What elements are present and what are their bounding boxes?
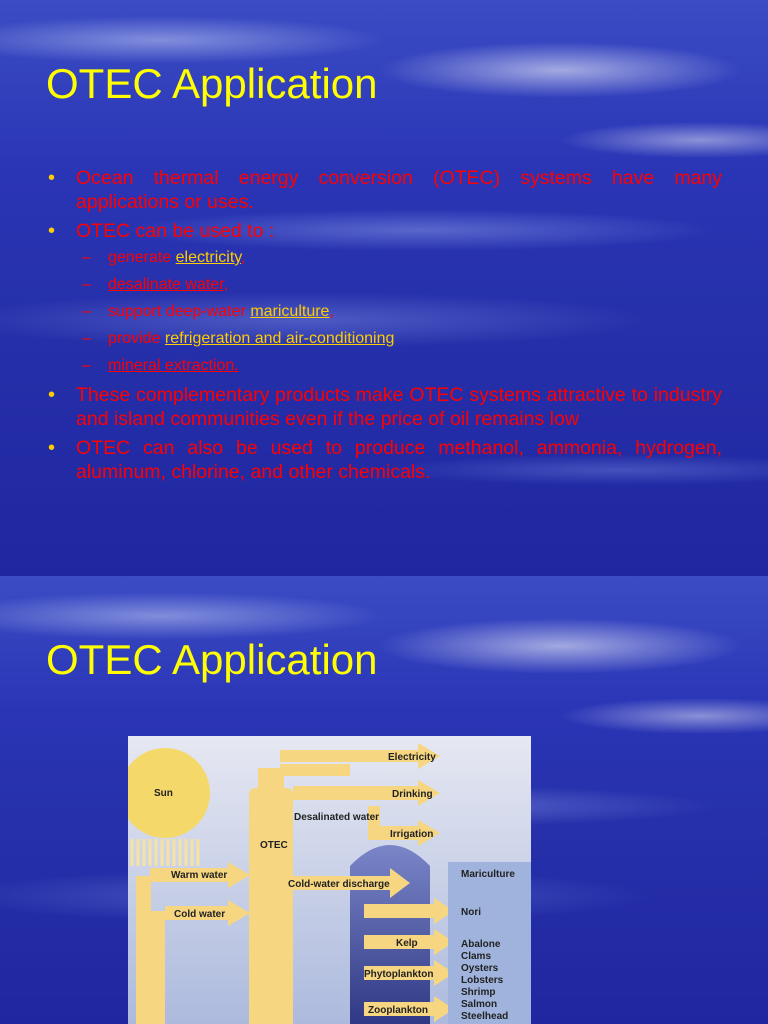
desalinate-water-link[interactable]: desalinate water, <box>108 276 229 293</box>
bullet-text: Ocean thermal energy conversion (OTEC) systems have many applications or uses. <box>76 167 722 213</box>
species-label: Clams <box>461 951 492 962</box>
sub-bullet-text: , <box>329 303 334 320</box>
sub-bullet-item <box>46 302 722 322</box>
bullet-icon: • <box>48 437 56 459</box>
mariculture-label: Mariculture <box>461 869 515 880</box>
otec-diagram <box>128 736 531 1024</box>
mariculture-link[interactable]: mariculture <box>250 303 330 320</box>
sub-bullet-text: provide <box>108 330 165 347</box>
sub-bullet-item <box>46 248 722 268</box>
sub-bullet-text: support deep-water <box>108 303 251 320</box>
drinking-label: Drinking <box>392 789 433 800</box>
cold-water-pipe <box>136 876 151 1024</box>
slide-title: OTEC Application <box>46 636 378 683</box>
slide-2 <box>0 576 768 1024</box>
electricity-pipe <box>280 764 350 776</box>
warm-water-label: Warm water <box>171 870 228 881</box>
dash-icon: – <box>82 249 91 266</box>
refrigeration-link[interactable]: refrigeration and air-conditioning <box>164 330 395 347</box>
electricity-label: Electricity <box>388 752 436 763</box>
nori-label: Nori <box>461 907 481 918</box>
sun-label: Sun <box>154 788 173 799</box>
bullet-icon: • <box>48 384 56 406</box>
mineral-extraction-link[interactable]: mineral extraction. <box>108 357 239 374</box>
dash-icon: – <box>82 276 91 293</box>
dash-icon: – <box>82 303 91 320</box>
bullet-icon: • <box>48 220 56 242</box>
otec-label: OTEC <box>260 840 288 851</box>
bullet-text: OTEC can be used to : <box>76 220 275 242</box>
bullet-item <box>46 219 722 243</box>
cold-water-pipe <box>150 911 165 1024</box>
species-label: Salmon <box>461 999 498 1010</box>
electricity-link[interactable]: electricity <box>175 249 242 266</box>
bullet-item <box>46 166 722 214</box>
otec-tower <box>249 788 293 1024</box>
cold-water-label: Cold water <box>174 909 226 920</box>
kelp-label: Kelp <box>396 938 418 949</box>
irrigation-label: Irrigation <box>390 829 434 840</box>
sub-bullet-item <box>46 329 722 349</box>
zooplankton-label: Zooplankton <box>368 1005 428 1016</box>
species-label: Shrimp <box>461 987 496 998</box>
bullet-item <box>46 436 722 484</box>
dash-icon: – <box>82 357 91 374</box>
bullet-icon: • <box>48 167 56 189</box>
species-label: Lobsters <box>461 975 504 986</box>
phytoplankton-label: Phytoplankton <box>364 969 434 980</box>
sub-bullet-text: generate <box>108 249 176 266</box>
sub-bullet-text: , <box>241 249 246 266</box>
bullet-text: These complementary products make OTEC systems attractive to industry and island communities even if the price of oil remains low <box>76 384 722 430</box>
abalone-label: Abalone <box>461 939 501 950</box>
bullet-item <box>46 383 722 431</box>
sub-bullet-item <box>46 275 722 295</box>
desalinated-water-label: Desalinated water <box>294 812 380 823</box>
dash-icon: – <box>82 330 91 347</box>
otec-diagram-svg <box>128 736 531 1024</box>
species-label: Oysters <box>461 963 499 974</box>
species-label: Steelhead <box>461 1011 509 1022</box>
cold-water-discharge-label: Cold-water discharge <box>288 879 390 890</box>
slide-title: OTEC Application <box>46 60 378 107</box>
bullet-text: OTEC can also be used to produce methanol, ammonia, hydrogen, aluminum, chlorine, and other chemicals. <box>76 437 722 483</box>
sub-bullet-item <box>46 356 722 376</box>
bullet-list <box>46 166 722 489</box>
